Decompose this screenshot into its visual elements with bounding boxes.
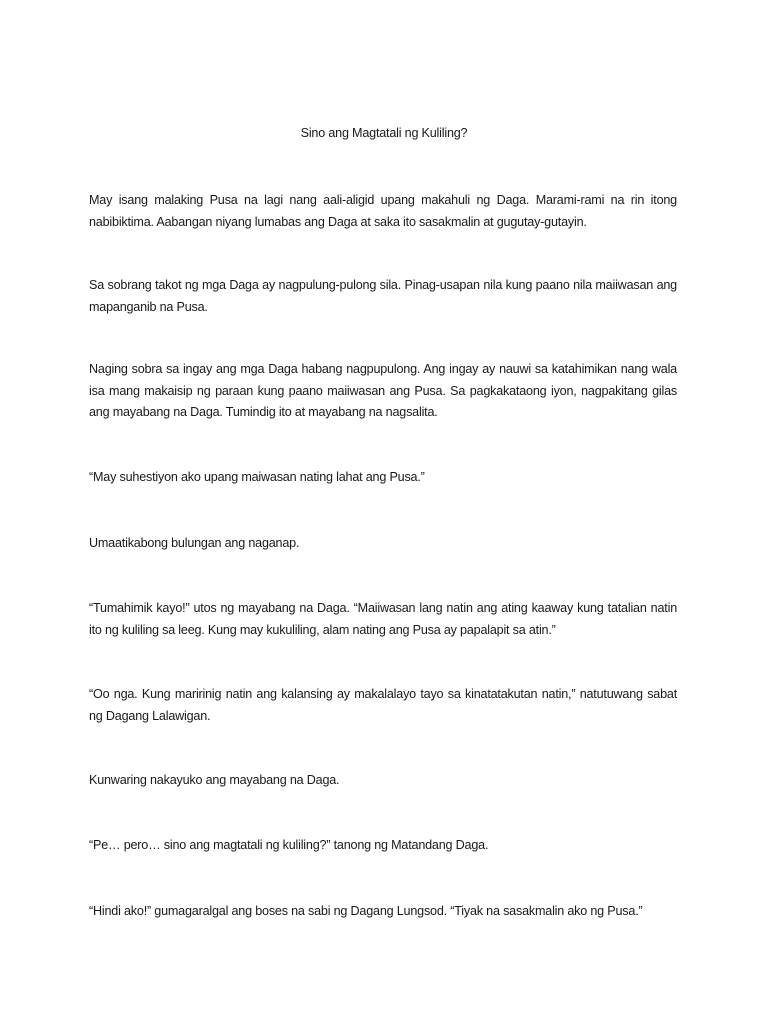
paragraph-3: Naging sobra sa ingay ang mga Daga habang nagpupulong. Ang ingay ay nauwi sa katahimikan nang wala isa mang makaisip ng paraan kung paano maiiwasan ang Pusa. Sa pagkakataong iyon, nagpakitang gilas ang mayabang na Daga. Tumindig ito at mayabang na nagsalita. — [89, 362, 677, 419]
paragraph-8: Kunwaring nakayuko ang mayabang na Daga. — [89, 773, 340, 787]
paragraph-9: “Pe… pero… sino ang magtatali ng kuliling?” tanong ng Matandang Daga. — [89, 838, 489, 852]
paragraph-2: Sa sobrang takot ng mga Daga ay nagpulung-pulong sila. Pinag-usapan nila kung paano nila maiiwasan ang mapanganib na Pusa. — [89, 278, 677, 314]
paragraph-7: “Oo nga. Kung maririnig natin ang kalansing ay makalalayo tayo sa kinatatakutan natin,” natutuwang sabat ng Dagang Lalawigan. — [89, 687, 677, 723]
paragraph-6: “Tumahimik kayo!” utos ng mayabang na Daga. “Maiiwasan lang natin ang ating kaaway kung tatalian natin ito ng kuliling sa leeg. Kung may kukuliling, alam nating ang Pusa ay papalapit sa atin.” — [89, 601, 677, 637]
document-title: Sino ang Magtatali ng Kuliling? — [300, 126, 468, 140]
paragraph-4: “May suhestiyon ako upang maiwasan nating lahat ang Pusa.” — [89, 470, 425, 484]
paragraph-1: May isang malaking Pusa na lagi nang aali-aligid upang makahuli ng Daga. Marami-rami na rin itong nabibiktima. Aabangan niyang lumabas ang Daga at saka ito sasakmalin at gugutay-gutayin. — [89, 193, 677, 229]
paragraph-5: Umaatikabong bulungan ang naganap. — [89, 536, 300, 550]
paragraph-10: “Hindi ako!” gumagaralgal ang boses na sabi ng Dagang Lungsod. “Tiyak na sasakmalin ako ng Pusa.” — [89, 904, 643, 918]
